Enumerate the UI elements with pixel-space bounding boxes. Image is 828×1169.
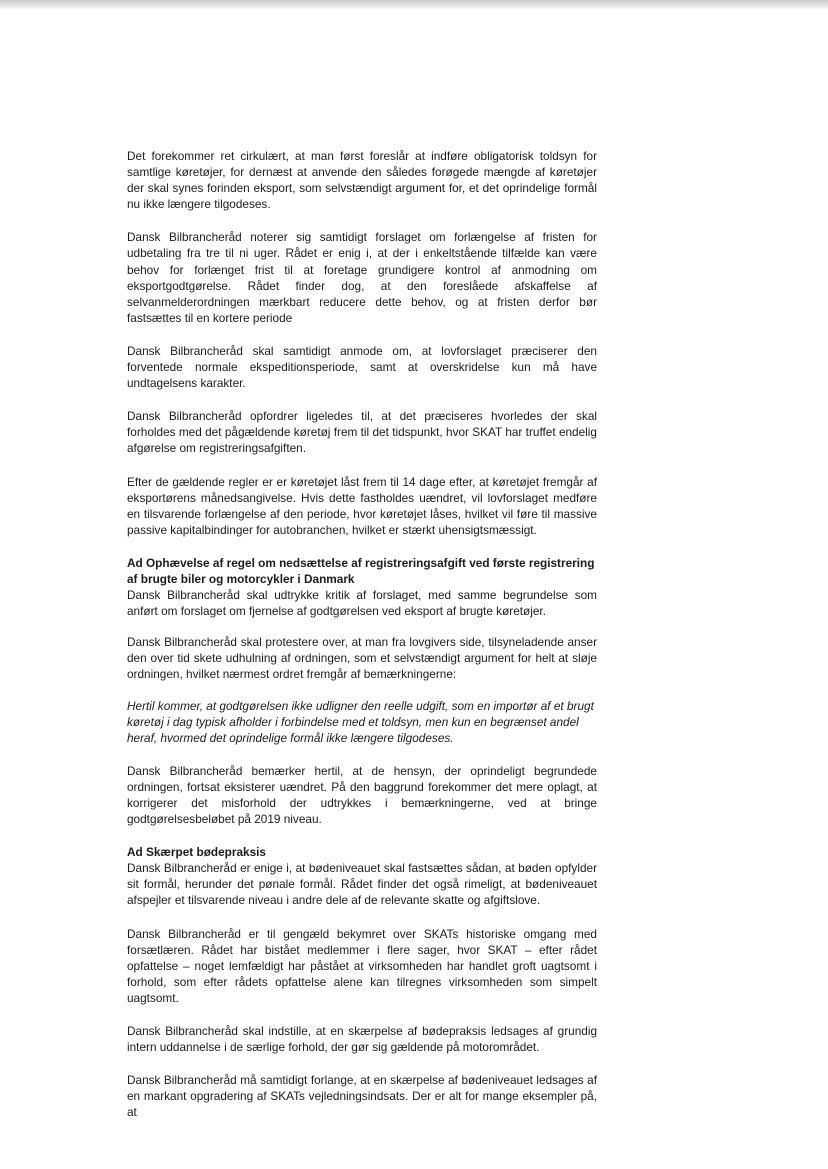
paragraph: Dansk Bilbrancheråd skal protestere over, at man fra lovgivers side, tilsyneladende anser den over tid skete udhulning af ordningen, som et selvstændigt argument for helt at sløje ordningen, hvilket nærmest ordret fremgår af bemærkningerne: — [127, 635, 597, 682]
document-page — [127, 148, 597, 1138]
paragraph: Efter de gældende regler er er køretøjet låst frem til 14 dage efter, at køretøjet fremgår af eksportørens månedsangivelse. Hvis dette fastholdes uændret, vil lovforslaget medføre en tilsvarende forlængelse af den periode, hvor køretøjet låses, hvilket vil føre til massive passive kapitalbindinger for autobranchen, hvilket er stærkt uhensigtsmæssigt. — [127, 474, 597, 537]
paragraph: Dansk Bilbrancheråd opfordrer ligeledes til, at det præciseres hvorledes der skal forholdes med det pågældende køretøj frem til det tidspunkt, hvor SKAT har truffet endelig afgørelse om registreringsafgiften. — [127, 409, 597, 456]
paragraph: Dansk Bilbrancheråd skal samtidigt anmode om, at lovforslaget præciserer den forventede normale ekspeditionsperiode, samt at overskridelse kun må have undtagelsens karakter. — [127, 343, 597, 391]
paragraph: Dansk Bilbrancheråd skal indstille, at en skærpelse af bødepraksis ledsages af grundig intern uddannelse i de særlige forhold, der gør sig gældende på motorområdet. — [127, 1024, 597, 1055]
paragraph: Dansk Bilbrancheråd bemærker hertil, at de hensyn, der oprindeligt begrundede ordningen, fortsat eksisterer uændret. På den baggrund forekommer det mere oplagt, at korrigerer det misforhold der udtrykkes i bemærkningerne, ved at bringe godtgørelsesbeløbet på 2019 niveau. — [127, 763, 597, 827]
section-heading: Ad Skærpet bødepraksis — [127, 845, 266, 860]
scan-edge — [0, 0, 828, 10]
section-heading: Ad Ophævelse af regel om nedsættelse af registreringsafgift ved første registrering af brugte biler og motorcykler i Danmark — [127, 555, 595, 586]
paragraph: Dansk Bilbrancheråd er til gengæld bekymret over SKATs historiske omgang med forsætlæren. Rådet har bistået medlemmer i flere sager, hvor SKAT – efter rådet opfattelse – noget lemfældigt har påstået at virksomheden har handlet groft uagtsomt i forhold, som efter rådets opfattelse alene kan tilregnes virksomheden som simpelt uagtsomt. — [127, 926, 597, 1005]
paragraph: Dansk Bilbrancheråd må samtidigt forlange, at en skærpelse af bødeniveauet ledsages af en markant opgradering af SKATs vejledningsindsats. Der er alt for mange eksempler på, at — [127, 1073, 597, 1120]
block-quote: Hertil kommer, at godtgørelsen ikke udligner den reelle udgift, som en importør af et brugt køretøj i dag typisk afholder i forbindelse med et toldsyn, men kun en begrænset andel heraf, hvormed det oprindelige formål ikke længere tilgodeses. — [127, 698, 594, 745]
paragraph: Dansk Bilbrancheråd skal udtrykke kritik af forslaget, med samme begrundelse som anført om forslaget om fjernelse af godtgørelsen ved eksport af brugte køretøjer. — [127, 588, 597, 619]
paragraph: Det forekommer ret cirkulært, at man først foreslår at indføre obligatorisk toldsyn for samtlige køretøjer, for dernæst at anvende den således forøgede mængde af køretøjer der skal synes forinden eksport, som selvstændigt argument for, et det oprindelige formål nu ikke længere tilgodeses. — [127, 149, 597, 212]
paragraph: Dansk Bilbrancheråd noterer sig samtidigt forslaget om forlængelse af fristen for udbetaling fra tre til ni uger. Rådet er enig i, at der i enkeltstående tilfælde kan være behov for forlænget frist til at foretage grundigere kontrol af anmodning om eksportgodtgørelse. Rådet finder dog, at den foreslåede afskaffelse af selvanmelderordningen mærkbart reducere dette behov, og at fristen derfor bør fastsættes til en kortere periode — [127, 230, 597, 325]
paragraph: Dansk Bilbrancheråd er enige i, at bødeniveauet skal fastsættes sådan, at bøden opfylder sit formål, herunder det pønale formål. Rådet finder det også rimeligt, at bødeniveauet afspejler et tilsvarende niveau i andre dele af de relevante skatte og afgiftslove. — [127, 861, 597, 908]
